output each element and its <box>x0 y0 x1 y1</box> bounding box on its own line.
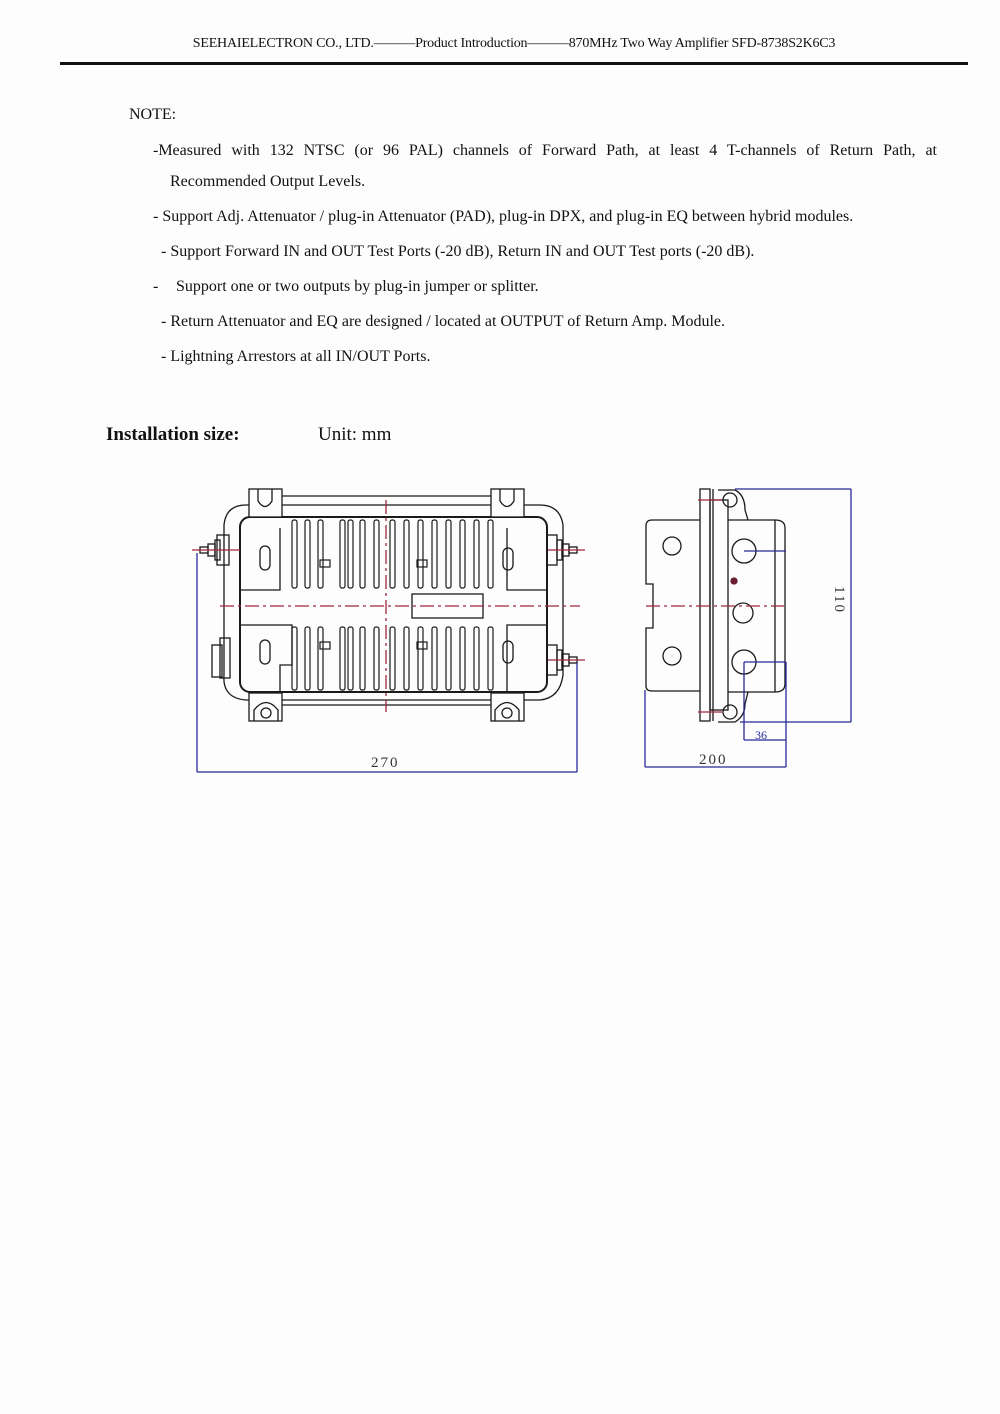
heat-sink-fin <box>374 627 379 690</box>
slot-top-left <box>260 546 270 570</box>
note-item-test-ports: - Support Forward IN and OUT Test Ports (-20 dB), Return IN and OUT Test ports (-20 dB). <box>161 243 755 260</box>
fin-crossbar <box>320 560 330 567</box>
note-title: NOTE: <box>129 106 177 123</box>
heat-sink-fin <box>360 627 365 690</box>
installation-title: Installation size: <box>106 424 240 445</box>
note-item-lightning: - Lightning Arrestors at all IN/OUT Ports. <box>161 348 431 365</box>
slot-top-right <box>503 548 513 570</box>
heat-sink-fin <box>432 627 437 690</box>
note-item-return-attenuator: - Return Attenuator and EQ are designed / located at OUTPUT of Return Amp. Module. <box>161 313 726 330</box>
heat-sink-fin <box>432 520 437 588</box>
side-flange <box>700 489 710 721</box>
slot-bottom-right <box>503 641 513 663</box>
heat-sink-fin <box>404 627 409 690</box>
side-dimensions <box>645 489 851 767</box>
dimension-label-offset-side: 36 <box>755 728 767 742</box>
heat-sink-fin <box>446 520 451 588</box>
heat-sink-fin <box>292 627 297 690</box>
slot-bottom-left <box>260 640 270 664</box>
heat-sink-fin <box>418 520 423 588</box>
heat-sink-fin <box>418 627 423 690</box>
heat-sink-fin <box>305 520 310 588</box>
heat-sink-fin <box>390 520 395 588</box>
heat-sink-fin <box>488 520 493 588</box>
heat-sink-fin <box>446 627 451 690</box>
front-housing-outer <box>224 505 563 700</box>
heat-sink-fin <box>340 520 345 588</box>
installation-unit: Unit: mm <box>318 424 392 445</box>
fin-crossbar <box>320 642 330 649</box>
heat-sink-fin <box>305 627 310 690</box>
heat-sink-fin <box>360 520 365 588</box>
front-centerlines <box>192 500 585 712</box>
side-hole-rear-top <box>663 537 681 555</box>
front-body-inner <box>240 517 547 692</box>
heat-sink-fin <box>460 520 465 588</box>
heat-sink-fin <box>348 627 353 690</box>
heat-sink-fin <box>474 627 479 690</box>
dimension-label-height-side: 110 <box>831 586 847 614</box>
heat-sink-fin <box>404 520 409 588</box>
side-hole-rear-bottom <box>663 647 681 665</box>
note-item-attenuator: - Support Adj. Attenuator / plug-in Attenuator (PAD), plug-in DPX, and plug-in EQ between hybrid modules. <box>153 208 854 225</box>
heat-sink-fin <box>348 520 353 588</box>
heat-sink-fin <box>460 627 465 690</box>
heat-sink-fin <box>374 520 379 588</box>
mount-ear-top-left <box>249 489 282 517</box>
page-header: SEEHAIELECTRON CO., LTD.———Product Introduction———870MHz Two Way Amplifier SFD-8738S2K6C3 <box>192 36 836 51</box>
heat-sink-fin <box>390 627 395 690</box>
heat-sink-fins <box>292 520 493 690</box>
side-lug-top <box>718 490 748 520</box>
dimension-label-width-side: 200 <box>699 752 728 768</box>
note-item-outputs-text: Support one or two outputs by plug-in jumper or splitter. <box>176 278 539 295</box>
note-item-measured-cont: Recommended Output Levels. <box>170 173 366 190</box>
heat-sink-fin <box>318 520 323 588</box>
heat-sink-fin <box>340 627 345 690</box>
front-dimension <box>197 553 577 772</box>
side-screw <box>731 578 737 584</box>
mount-ear-bottom-right <box>491 693 524 721</box>
heat-sink-fin <box>292 520 297 588</box>
note-item-measured: -Measured with 132 NTSC (or 96 PAL) channels of Forward Path, at least 4 T-channels of Return Path, at <box>153 142 937 159</box>
heat-sink-fin <box>318 627 323 690</box>
side-centerlines <box>646 500 784 712</box>
heat-sink-fin <box>474 520 479 588</box>
dimension-label-width-front: 270 <box>371 755 400 771</box>
heat-sink-fin <box>488 627 493 690</box>
panel-bottom-left <box>240 625 292 692</box>
mount-ear-bottom-left <box>249 693 282 721</box>
note-dash: - <box>153 278 159 295</box>
mount-ear-top-right <box>491 489 524 517</box>
front-view <box>200 489 577 721</box>
